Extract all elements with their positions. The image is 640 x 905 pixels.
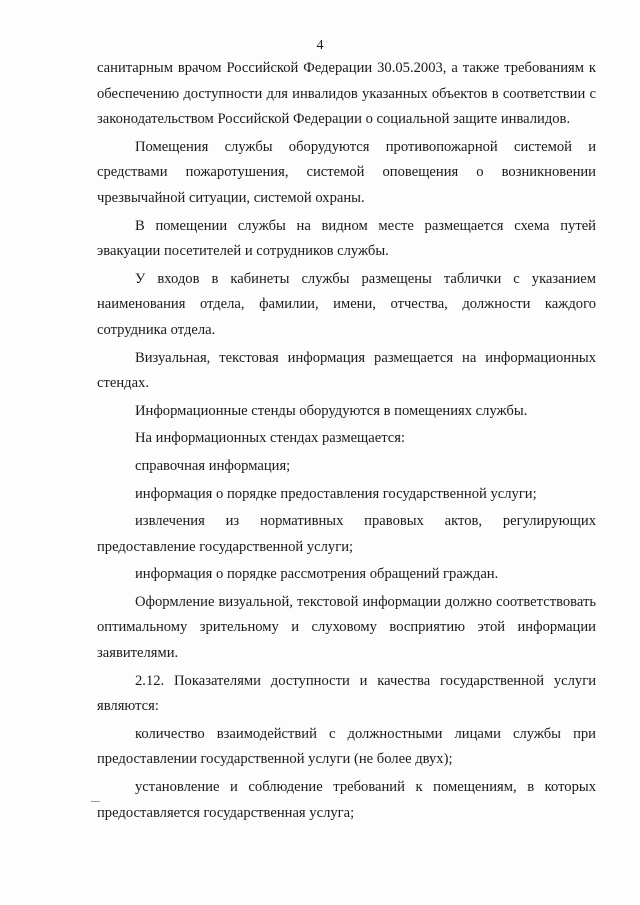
scan-mark <box>91 801 100 802</box>
paragraph-11: информация о порядке рассмотрения обращений граждан. <box>135 566 499 583</box>
paragraph-13: 2.12. Показателями доступности и качества государственной услуги являются: <box>97 672 596 715</box>
paragraph-8: справочная информация; <box>135 457 291 474</box>
paragraph-2: Помещения службы оборудуются противопожарной системой и средствами пожаротушения, системой оповещения о возникновении чрезвычайной ситуации, системой охраны. <box>97 138 596 206</box>
page-number: 4 <box>316 38 324 53</box>
paragraph-12: Оформление визуальной, текстовой информации должно соответствовать оптимальному зрительному и слуховому восприятию этой информации заявителями. <box>97 593 596 662</box>
paragraph-9: информация о порядке предоставления государственной услуги; <box>135 485 537 502</box>
paragraph-10: извлечения из нормативных правовых актов, регулирующих предоставление государственной услуги; <box>97 513 596 555</box>
paragraph-4: У входов в кабинеты службы размещены таблички с указанием наименования отдела, фамилии, имени, отчества, должности каждого сотрудника отдела. <box>97 270 596 338</box>
paragraph-14: количество взаимодействий с должностными лицами службы при предоставлении государственной услуги (не более двух); <box>97 725 596 768</box>
document-body <box>97 56 596 828</box>
paragraph-7: На информационных стендах размещается: <box>135 430 406 447</box>
paragraph-1: санитарным врачом Российской Федерации 30.05.2003, а также требованиям к обеспечению доступности для инвалидов указанных объектов в соответствии с законодательством Российской Федерации о социальной защите инвалидов. <box>97 60 596 128</box>
paragraph-15: установление и соблюдение требований к помещениям, в которых предоставляется государственная услуга; <box>97 779 596 821</box>
paragraph-6: Информационные стенды оборудуются в помещениях службы. <box>135 402 528 419</box>
paragraph-3: В помещении службы на видном месте размещается схема путей эвакуации посетителей и сотрудников службы. <box>97 217 596 260</box>
paragraph-5: Визуальная, текстовая информация размещается на информационных стендах. <box>97 349 596 392</box>
